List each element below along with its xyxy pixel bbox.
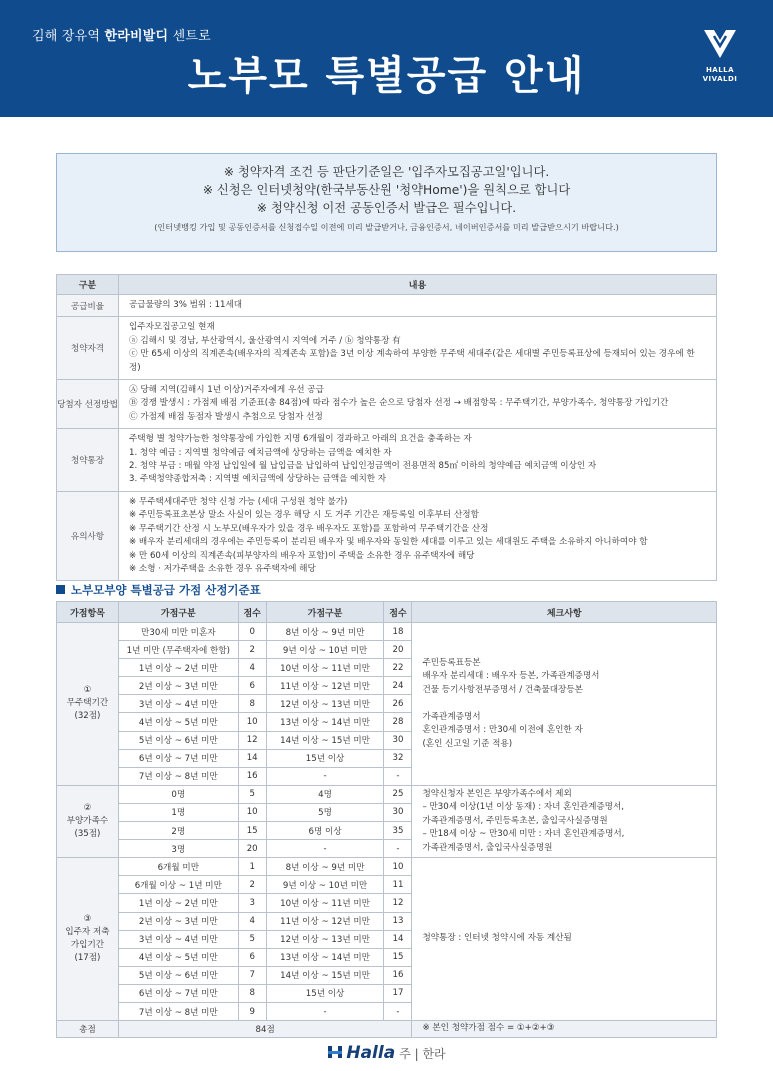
score-points: 11	[384, 876, 412, 894]
score-range: 15년 이상	[266, 984, 384, 1002]
score-points: 20	[384, 641, 412, 659]
check-line: 혼인관계증명서 : 만30세 이전에 혼인한 자	[422, 725, 583, 736]
total-note: ※ 본인 청약가점 점수 = ①+②+③	[412, 1021, 717, 1038]
score-range: 1년 이상 ~ 2년 미만	[118, 894, 238, 912]
table-row	[57, 295, 717, 317]
column-header: 점수	[384, 602, 412, 623]
score-points: 15	[238, 822, 266, 840]
content-line: 입주자모집공고일 현재	[129, 322, 215, 333]
row-category: 유의사항	[57, 491, 119, 580]
score-range: 15년 이상	[266, 749, 384, 767]
score-range: 12년 이상 ~ 13년 미만	[266, 695, 384, 713]
score-range: 8년 이상 ~ 9년 미만	[266, 858, 384, 876]
score-points: 4	[238, 912, 266, 930]
header-banner	[0, 0, 773, 117]
score-points: 22	[384, 659, 412, 677]
score-points: 1	[238, 858, 266, 876]
check-items	[412, 858, 717, 1021]
column-header: 내용	[119, 275, 717, 295]
row-content	[119, 429, 717, 492]
score-range: 6명 이상	[266, 822, 384, 840]
score-points: 2	[238, 641, 266, 659]
score-points: 12	[384, 894, 412, 912]
row-content	[119, 491, 717, 580]
score-range: 8년 이상 ~ 9년 미만	[266, 623, 384, 641]
column-header: 가점구분	[118, 602, 238, 623]
score-range: 5년 이상 ~ 6년 미만	[118, 966, 238, 984]
score-range: 9년 이상 ~ 10년 미만	[266, 876, 384, 894]
score-points: 0	[238, 623, 266, 641]
table-header-row	[57, 275, 717, 295]
check-line	[422, 697, 716, 711]
score-points: 7	[238, 966, 266, 984]
column-header: 체크사항	[412, 602, 717, 623]
score-points: 3	[238, 894, 266, 912]
check-line: 건물 등기사항전부증명서 / 건축물대장등본	[422, 684, 583, 695]
content-line: ⓒ 만 65세 이상의 직계존속(배우자의 직계존속 포함)을 3년 이상 계속하여 부양한 무주택 세대주(같은 세대별 주민등록표상에 등재되어 있는 경우에 한정)	[129, 349, 695, 373]
score-range: 7년 이상 ~ 8년 미만	[118, 767, 238, 785]
score-range: 6년 이상 ~ 7년 미만	[118, 749, 238, 767]
content-line: ※ 소형 · 저가주택을 소유한 경우 유주택자에 해당	[129, 563, 316, 574]
check-items	[412, 785, 717, 857]
check-line: (혼인 신고일 기준 적용)	[422, 738, 513, 749]
score-range: 3년 이상 ~ 4년 미만	[118, 695, 238, 713]
brand-name: 한라비발디	[104, 29, 169, 44]
table-row	[57, 491, 717, 580]
score-points: 17	[384, 984, 412, 1002]
column-header: 구분	[57, 275, 119, 295]
score-points: 30	[384, 731, 412, 749]
row-content	[119, 380, 717, 429]
score-points: 32	[384, 749, 412, 767]
content-line: ⓐ 김해시 및 경남, 부산광역시, 울산광역시 지역에 거주 / ⓑ 청약통장 有	[129, 335, 401, 346]
check-items	[412, 623, 717, 786]
table-row	[57, 858, 717, 876]
score-category	[57, 623, 119, 786]
score-points: 15	[384, 948, 412, 966]
category-line: ③	[83, 914, 92, 925]
check-line: 가족관계증명서, 출입국사실증명원	[422, 842, 553, 853]
table-row	[57, 317, 717, 380]
score-points: 24	[384, 677, 412, 695]
total-label: 총점	[57, 1021, 119, 1038]
score-points: 8	[238, 695, 266, 713]
notice-box	[56, 153, 717, 252]
score-range: 14년 이상 ~ 15년 미만	[266, 731, 384, 749]
logo-mark-icon	[700, 26, 740, 62]
notice-line-3: ※ 청약신청 이전 공동인증서 발급은 필수입니다.	[256, 201, 517, 215]
score-points: 5	[238, 930, 266, 948]
score-range: 4년 이상 ~ 5년 미만	[118, 948, 238, 966]
score-points: 28	[384, 713, 412, 731]
score-points: -	[384, 767, 412, 785]
score-range: 12년 이상 ~ 13년 미만	[266, 930, 384, 948]
category-line: 가입기간	[70, 940, 105, 951]
score-range: -	[266, 1002, 384, 1020]
score-points: 35	[384, 822, 412, 840]
halla-h-icon	[327, 1044, 343, 1060]
score-range: 14년 이상 ~ 15년 미만	[266, 966, 384, 984]
score-points: 5	[238, 785, 266, 803]
score-range: 1년 이상 ~ 2년 미만	[118, 659, 238, 677]
row-category: 공급비율	[57, 295, 119, 317]
table-row	[57, 623, 717, 641]
score-range: -	[266, 767, 384, 785]
column-header: 가점구분	[266, 602, 384, 623]
notice-small-print: (인터넷뱅킹 가입 및 공동인증서를 신청접수일 이전에 미리 발급받거나, 금융인증서, 네이버인증서를 미리 발급받으시기 바랍니다.)	[154, 222, 619, 232]
content-line: ※ 배우자 분리세대의 경우에는 주민등록이 분리된 배우자 및 배우자와 동일한 세대를 이루고 있는 세대원도 주택을 소유하지 아니하여야 함	[129, 537, 648, 548]
table-row	[57, 380, 717, 429]
page-title: 노부모 특별공급 안내	[187, 53, 586, 99]
notice-line-2: ※ 신청은 인터넷청약(한국부동산원 '청약Home')을 원칙으로 합니다	[202, 183, 571, 197]
content-line: ※ 무주택기간 산정 시 노부모(배우자가 있을 경우 배우자도 포함)를 포함하여 무주택기간을 산정	[129, 523, 489, 534]
score-points: 6	[238, 677, 266, 695]
score-points: 12	[238, 731, 266, 749]
category-line: 무주택기간	[66, 698, 109, 709]
score-range: 7년 이상 ~ 8년 미만	[118, 1002, 238, 1020]
row-category: 당첨자 선정방법	[57, 380, 119, 429]
score-range: 6년 이상 ~ 7년 미만	[118, 984, 238, 1002]
score-points: 30	[384, 803, 412, 821]
score-points: 10	[384, 858, 412, 876]
score-points: 16	[384, 966, 412, 984]
score-range: 0명	[118, 785, 238, 803]
footer-logo: Halla 주 | 한라	[0, 1043, 773, 1063]
header-subtitle: 김해 장유역 한라비발디 센트로	[32, 29, 211, 44]
supply-info-table	[56, 274, 717, 581]
category-line: (17점)	[74, 953, 101, 964]
score-points: 13	[384, 912, 412, 930]
check-line: 가족관계증명서	[422, 711, 481, 722]
score-range: 13년 이상 ~ 14년 미만	[266, 713, 384, 731]
score-range: 4명	[266, 785, 384, 803]
score-range: 10년 이상 ~ 11년 미만	[266, 894, 384, 912]
table-header-row	[57, 602, 717, 623]
score-points: 8	[238, 984, 266, 1002]
score-criteria-table	[56, 601, 717, 1038]
score-category	[57, 858, 119, 1021]
score-points: 26	[384, 695, 412, 713]
check-line: – 만30세 이상(1년 이상 동재) : 자녀 혼인관계증명서,	[422, 802, 625, 813]
score-points: 10	[238, 803, 266, 821]
row-content	[119, 295, 717, 317]
score-points: 4	[238, 659, 266, 677]
score-points: 2	[238, 876, 266, 894]
score-range: 6개월 이상 ~ 1년 미만	[118, 876, 238, 894]
score-range: 2명	[118, 822, 238, 840]
check-line: 주민등록표등본	[422, 657, 481, 668]
row-category: 청약통장	[57, 429, 119, 492]
score-points: 6	[238, 948, 266, 966]
score-range: 1년 미만 (무주택자에 한함)	[118, 641, 238, 659]
content-line: 공급물량의 3% 범위 : 11세대	[129, 300, 243, 310]
score-range: 만30세 미만 미혼자	[118, 623, 238, 641]
halla-vivaldi-logo: HALLA VIVALDI	[695, 26, 745, 84]
score-points: 14	[238, 749, 266, 767]
check-line: 청약신청자 본인은 부양가족수에서 제외	[422, 788, 572, 799]
content-line: 1. 청약 예금 : 지역별 청약예금 예치금액에 상당하는 금액을 예치한 자	[129, 447, 392, 458]
score-points: 14	[384, 930, 412, 948]
score-range: 5명	[266, 803, 384, 821]
column-header: 점수	[238, 602, 266, 623]
score-range: 5년 이상 ~ 6년 미만	[118, 731, 238, 749]
content-line: 2. 청약 부금 : 매월 약정 납입일에 월 납입금을 납입하여 납입인정금액이 전용면적 85㎡ 이하의 청약예금 예치금액 이상인 자	[129, 461, 597, 472]
score-range: 11년 이상 ~ 12년 미만	[266, 912, 384, 930]
score-range: 9년 이상 ~ 10년 미만	[266, 641, 384, 659]
score-points: 25	[384, 785, 412, 803]
category-line: ①	[83, 685, 92, 696]
check-line: – 만18세 이상 ~ 만30세 미만 : 자녀 혼인관계증명서,	[422, 829, 625, 840]
score-range: 6개월 미만	[118, 858, 238, 876]
column-header: 가점항목	[57, 602, 119, 623]
score-points: 16	[238, 767, 266, 785]
score-range: 13년 이상 ~ 14년 미만	[266, 948, 384, 966]
check-line: 배우자 분리세대 : 배우자 등본, 가족관계증명서	[422, 671, 600, 682]
score-points: -	[384, 1002, 412, 1020]
score-points: 18	[384, 623, 412, 641]
score-points: 9	[238, 1002, 266, 1020]
notice-line-1: ※ 청약자격 조건 등 판단기준일은 '입주자모집공고일'입니다.	[223, 165, 550, 179]
content-line: Ⓒ 가점제 배점 동점자 발생시 추첨으로 당첨자 선정	[129, 411, 323, 422]
score-points: 20	[238, 840, 266, 858]
check-line: 가족관계증명서, 주민등록초본, 출입국사실증명원	[422, 815, 608, 826]
square-bullet-icon	[56, 585, 65, 594]
total-value: 84점	[118, 1021, 412, 1038]
score-range: 4년 이상 ~ 5년 미만	[118, 713, 238, 731]
category-line: 부양가족수	[66, 816, 109, 827]
content-line: Ⓑ 경쟁 발생시 : 가점제 배점 기준표(총 84점)에 따라 점수가 높은 순으로 당첨자 선정 → 배점항목 : 무주택기간, 부양가족수, 청약통장 가입기간	[129, 398, 669, 409]
category-line: 입주자 저축	[65, 927, 110, 938]
table-row	[57, 785, 717, 803]
row-category: 청약자격	[57, 317, 119, 380]
category-line: ②	[83, 803, 92, 814]
total-row	[57, 1021, 717, 1038]
score-range: 2년 이상 ~ 3년 미만	[118, 677, 238, 695]
score-range: 3년 이상 ~ 4년 미만	[118, 930, 238, 948]
category-line: (32점)	[74, 711, 101, 722]
content-line: ※ 만 60세 이상의 직계존속(피부양자의 배우자 포함)이 주택을 소유한 경우 유주택자에 해당	[129, 550, 475, 561]
content-line: ※ 주민등록표초본상 말소 사실이 있는 경우 해당 시 도 거주 기간은 재등록일 이후부터 산정함	[129, 510, 479, 521]
score-category	[57, 785, 119, 857]
check-line: 청약통장 : 인터넷 청약시에 자동 계산됨	[422, 933, 572, 944]
content-line: ※ 무주택세대주만 청약 신청 가능 (세대 구성원 청약 불가)	[129, 496, 348, 507]
score-range: 11년 이상 ~ 12년 미만	[266, 677, 384, 695]
score-range: 1명	[118, 803, 238, 821]
score-range: -	[266, 840, 384, 858]
score-points: 10	[238, 713, 266, 731]
score-range: 2년 이상 ~ 3년 미만	[118, 912, 238, 930]
row-content	[119, 317, 717, 380]
category-line: (35점)	[74, 829, 101, 840]
table-row	[57, 429, 717, 492]
content-line: Ⓐ 당해 지역(김해시 1년 이상)거주자에게 우선 공급	[129, 385, 324, 396]
section-title: 노부모부양 특별공급 가점 산정기준표	[56, 582, 261, 598]
score-points: -	[384, 840, 412, 858]
content-line: 주택형 별 청약가능한 청약통장에 가입한 지명 6개월이 경과하고 아래의 요건을 충족하는 자	[129, 434, 472, 445]
content-line: 3. 주택청약종합저축 : 지역별 예치금액에 상당하는 금액을 예치한 자	[129, 474, 387, 485]
score-range: 10년 이상 ~ 11년 미만	[266, 659, 384, 677]
score-range: 3명	[118, 840, 238, 858]
